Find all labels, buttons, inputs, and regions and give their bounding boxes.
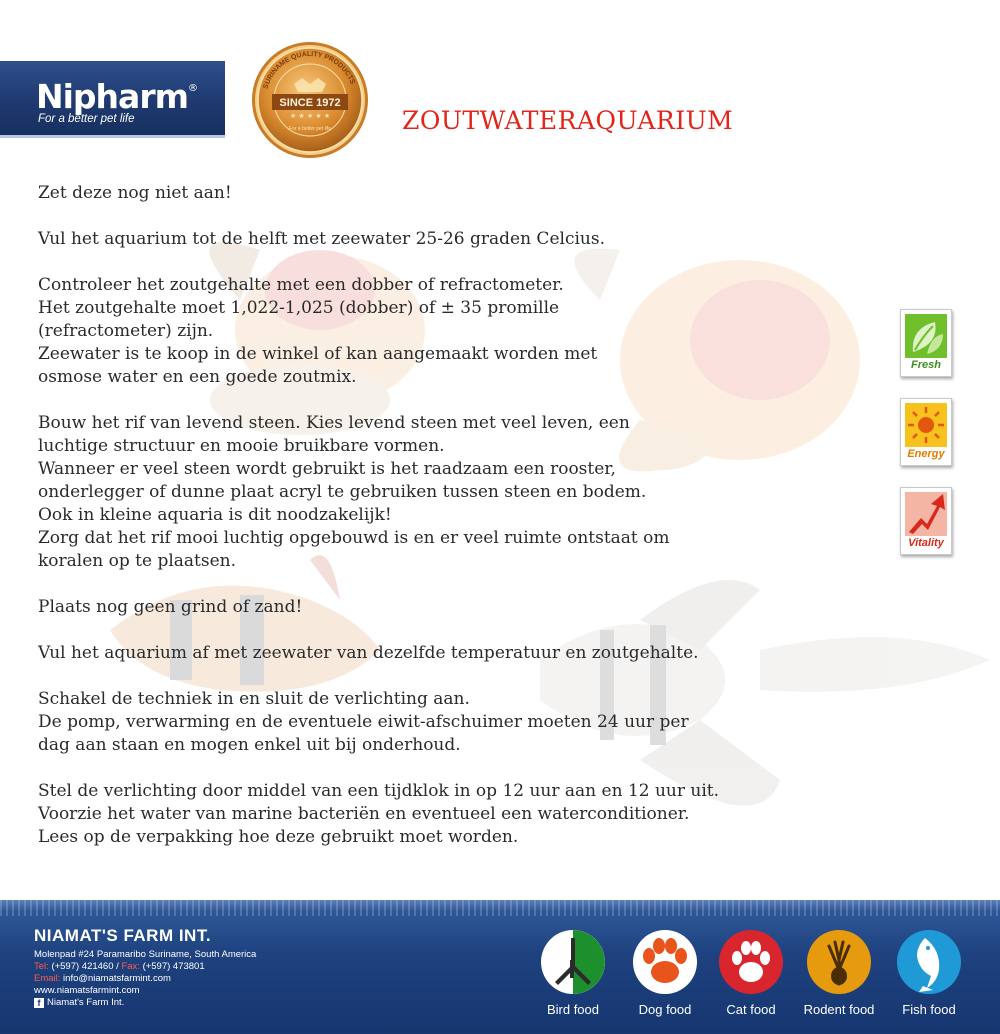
food-icon-circle: [807, 930, 871, 994]
food-cat[interactable]: [706, 930, 796, 1017]
brand-logo: [36, 77, 197, 116]
text-line: Zeewater is te koop in de winkel of kan aangemaakt worden met: [38, 344, 598, 364]
text-line: Vul het aquarium af met zeewater van dezelfde temperatuur en zoutgehalte.: [38, 643, 699, 663]
text-line: Ook in kleine aquaria is dit noodzakelijk!: [38, 505, 392, 525]
company-name: NIAMAT'S FARM INT.: [34, 926, 212, 945]
facebook-icon: f: [34, 998, 44, 1008]
text-line: Schakel de techniek in en sluit de verlichting aan.: [38, 689, 470, 709]
page-title: ZOUTWATERAQUARIUM: [402, 106, 734, 135]
brand-name: Nipharm: [36, 77, 188, 116]
paragraph-8: [38, 780, 818, 849]
text-line: osmose water en een goede zoutmix.: [38, 367, 357, 387]
food-icon-circle: [719, 930, 783, 994]
food-label: Dog food: [638, 1002, 692, 1017]
food-label: Cat food: [726, 1002, 776, 1017]
text-line: onderlegger of dunne plaat acryl te gebruiken tussen steen en bodem.: [38, 482, 647, 502]
food-label: Bird food: [546, 1002, 600, 1017]
svg-text:★ ★ ★ ★ ★: ★ ★ ★ ★ ★: [289, 112, 331, 120]
badge-vitality: [900, 487, 952, 555]
facebook-label: Niamat's Farm Int.: [47, 997, 125, 1008]
paragraph-6: [38, 642, 818, 665]
text-line: koralen op te plaatsen.: [38, 551, 237, 571]
arrow-up-icon: [905, 492, 947, 536]
text-line: Het zoutgehalte moet 1,022-1,025 (dobber) of ± 35 promille: [38, 298, 560, 318]
paw-icon: [633, 930, 697, 994]
food-fish[interactable]: [884, 930, 974, 1017]
text-line: Bouw het rif van levend steen. Kies levend steen met veel leven, een: [38, 413, 630, 433]
text-line: Voorzie het water van marine bacteriën en eventueel een waterconditioner.: [38, 804, 690, 824]
text-line: luchtige structuur en mooie bruikbare vormen.: [38, 436, 445, 456]
paragraph-2: [38, 228, 818, 251]
food-bird[interactable]: [528, 930, 618, 1017]
email-label: Email:: [34, 973, 61, 984]
paragraph-4: [38, 412, 818, 573]
paragraph-7: [38, 688, 818, 757]
seal-since-text: SINCE 1972: [279, 97, 341, 109]
paragraph-5: [38, 596, 818, 619]
fax-value: (+597) 473801: [142, 961, 205, 972]
text-line: Lees op de verpakking hoe deze gebruikt moet worden.: [38, 827, 519, 847]
text-line: Plaats nog geen grind of zand!: [38, 597, 303, 617]
badge-label: Vitality: [908, 537, 944, 549]
text-line: (refractometer) zijn.: [38, 321, 214, 341]
text-line: Wanneer er veel steen wordt gebruikt is het raadzaam een rooster,: [38, 459, 616, 479]
logo-band: [0, 61, 225, 138]
paragraph-3: [38, 274, 818, 389]
badge-label: Energy: [907, 448, 945, 460]
text-line: Zorg dat het rif mooi luchtig opgebouwd is en er veel ruimte ontstaat om: [38, 528, 670, 548]
instructions: [38, 182, 818, 872]
tel-value[interactable]: (+597) 421460: [51, 961, 114, 972]
bird-foot-icon: [541, 930, 605, 994]
food-icon-circle: [541, 930, 605, 994]
badge-fresh: [900, 309, 952, 377]
food-label: Rodent food: [803, 1002, 875, 1017]
leaf-icon: [905, 314, 947, 358]
food-icon-circle: [897, 930, 961, 994]
paragraph-1: [38, 182, 818, 205]
badge-label: Fresh: [911, 359, 941, 371]
company-email: [34, 973, 256, 985]
website-link[interactable]: www.niamatsfarmint.com: [34, 985, 140, 996]
rodent-paw-icon: [807, 930, 871, 994]
tel-label: Tel:: [34, 961, 49, 972]
text-line: Controleer het zoutgehalte met een dobber of refractometer.: [38, 275, 564, 295]
sun-icon: [905, 403, 947, 447]
seal-bottom-text: For a better pet life: [289, 126, 331, 132]
food-icon-circle: [633, 930, 697, 994]
company-address: Molenpad #24 Paramaribo Suriname, South America: [34, 949, 257, 960]
company-info: [34, 926, 256, 1009]
text-line: De pomp, verwarming en de eventuele eiwit-afschuimer moeten 24 uur per: [38, 712, 689, 732]
food-rodent[interactable]: [794, 930, 884, 1017]
registered-mark: ®: [187, 83, 197, 94]
text-line: Stel de verlichting door middel van een tijdklok in op 12 uur aan en 12 uur uit.: [38, 781, 720, 801]
brand-tagline: For a better pet life: [38, 113, 135, 125]
paw-icon: [719, 930, 783, 994]
fish-icon: [897, 930, 961, 994]
email-link[interactable]: info@niamatsfarmint.com: [63, 973, 171, 984]
badge-energy: [900, 398, 952, 466]
food-label: Fish food: [902, 1002, 956, 1017]
company-phone: Tel: (+597) 421460 / Fax: (+597) 473801: [34, 961, 205, 972]
footer-wave: [0, 900, 1000, 916]
text-line: dag aan staan en mogen enkel uit bij onderhoud.: [38, 735, 461, 755]
seal-ring-text: SURINAME QUALITY PRODUCTS: [262, 50, 356, 90]
food-dog[interactable]: [620, 930, 710, 1017]
text-line: Zet deze nog niet aan!: [38, 183, 232, 203]
facebook-link[interactable]: [34, 997, 256, 1009]
text-line: Vul het aquarium tot de helft met zeewater 25-26 graden Celcius.: [38, 229, 605, 249]
fax-label: Fax:: [121, 961, 140, 972]
since-1972-seal-icon: [250, 40, 370, 160]
